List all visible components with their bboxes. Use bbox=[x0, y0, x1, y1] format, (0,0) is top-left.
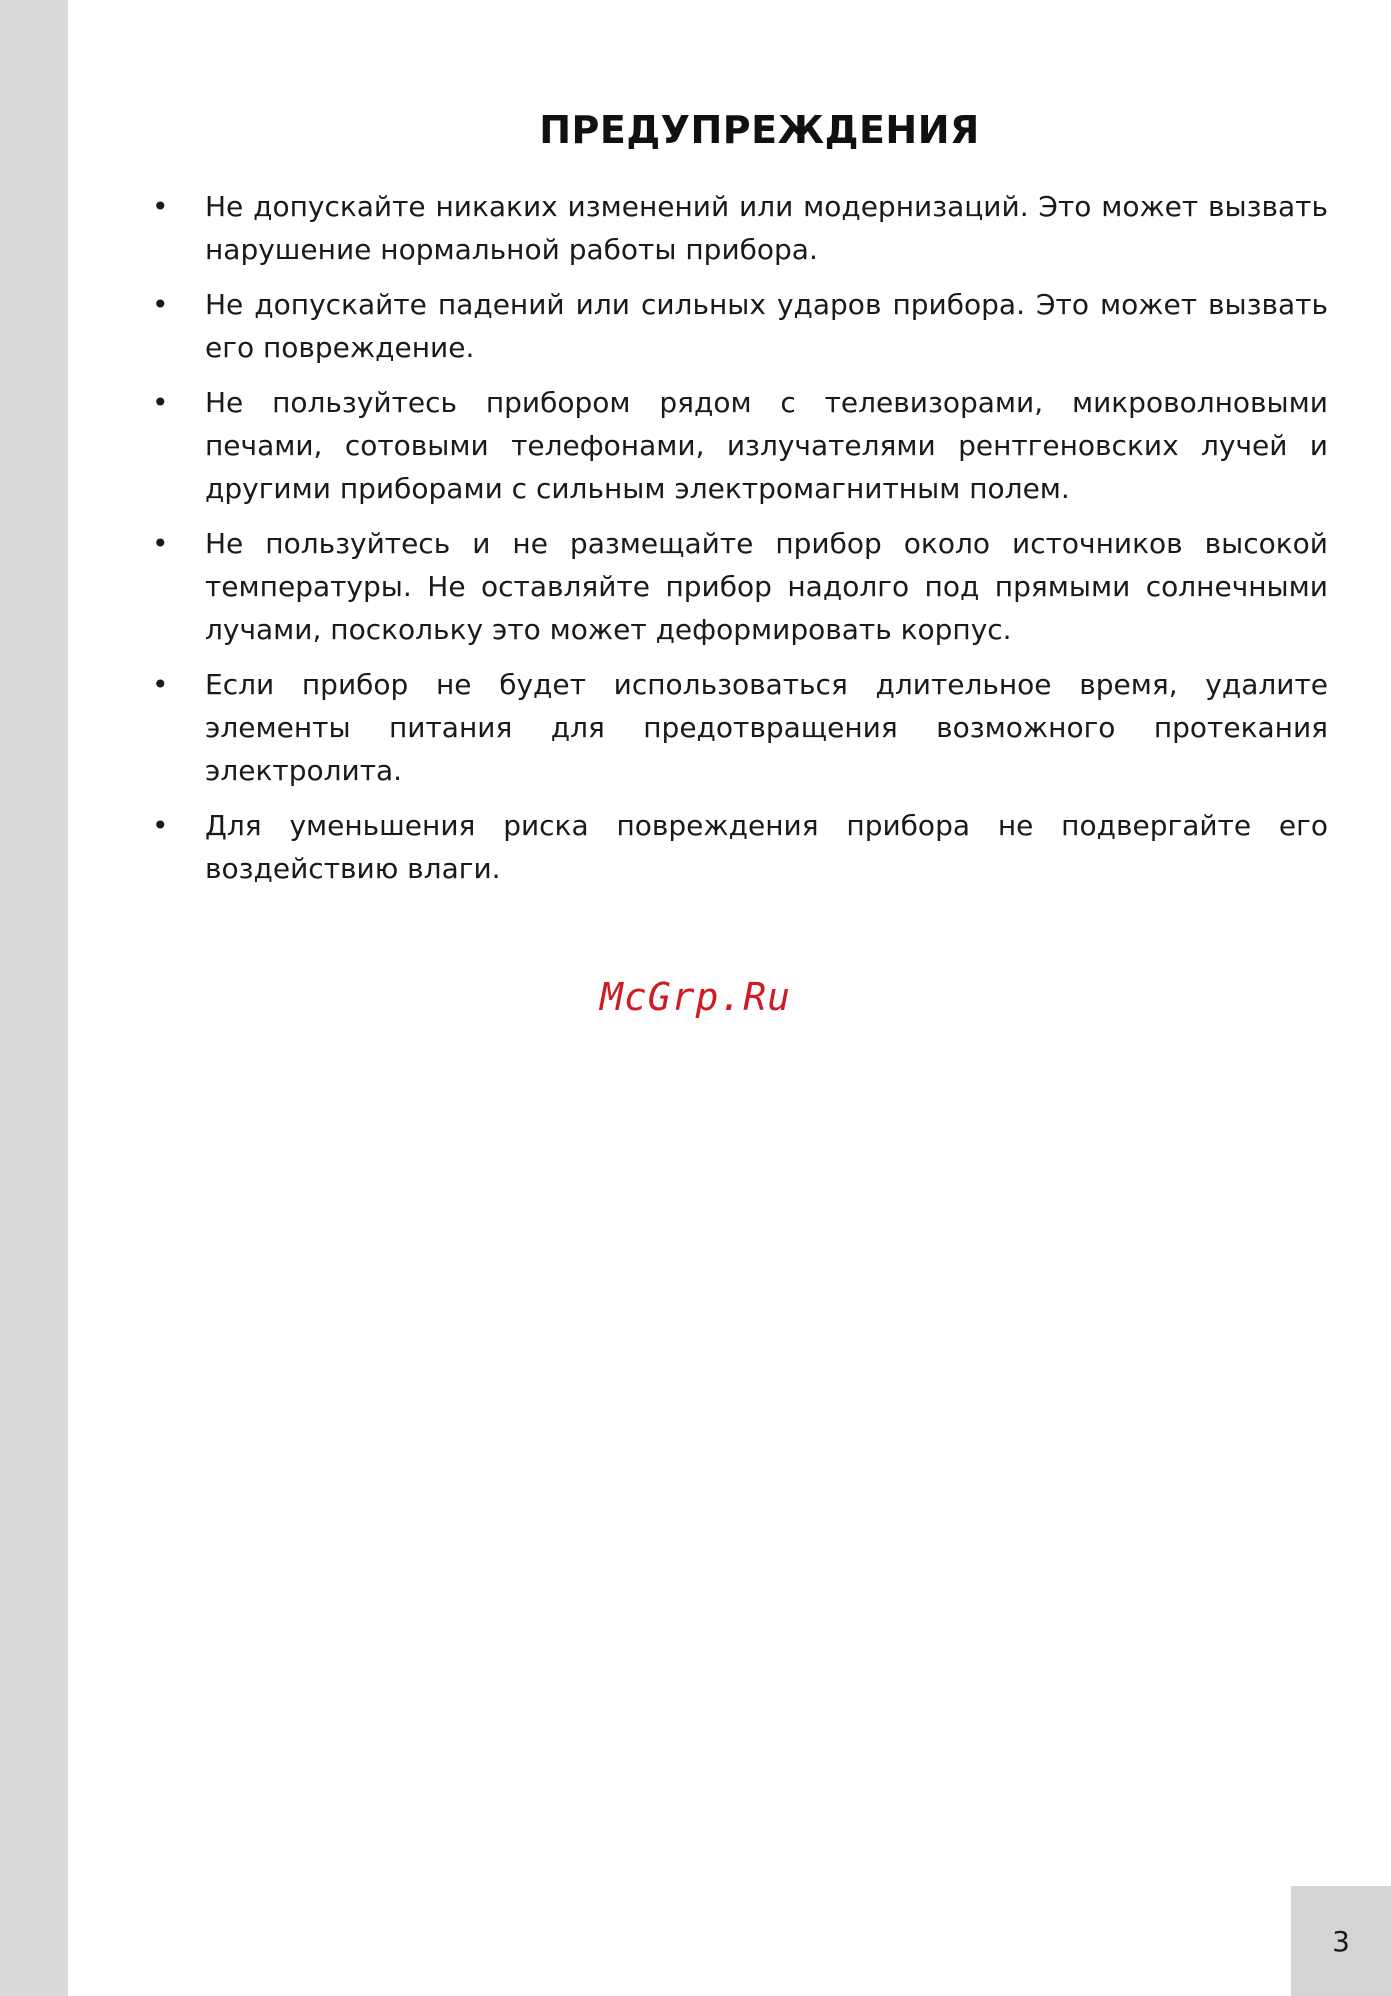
bullet-icon: • bbox=[152, 288, 169, 321]
warning-text: Для уменьшения риска повреждения прибора не подвергайте его воздействию влаги. bbox=[205, 809, 1328, 885]
warning-item bbox=[150, 804, 1328, 890]
warnings-list bbox=[150, 185, 1328, 902]
watermark-link[interactable]: McGrp.Ru bbox=[600, 975, 792, 1019]
warning-text: Не пользуйтесь и не размещайте прибор около источников высокой температуры. Не оставляйте прибор надолго под прямыми солнечными лучами, поскольку это может деформировать корпус. bbox=[205, 527, 1328, 646]
warning-text: Не допускайте падений или сильных ударов прибора. Это может вызвать его повреждение. bbox=[205, 288, 1328, 364]
warning-text: Если прибор не будет использоваться длительное время, удалите элементы питания для предотвращения возможного протекания электролита. bbox=[205, 668, 1328, 787]
warning-item bbox=[150, 185, 1328, 271]
bullet-icon: • bbox=[152, 386, 169, 419]
page-number: 3 bbox=[1332, 1924, 1350, 1958]
warning-text: Не допускайте никаких изменений или модернизаций. Это может вызвать нарушение нормальной работы прибора. bbox=[205, 190, 1328, 266]
warning-item bbox=[150, 522, 1328, 651]
left-margin-strip bbox=[0, 0, 68, 1996]
page-number-box bbox=[1291, 1886, 1391, 1996]
bullet-icon: • bbox=[152, 190, 169, 223]
page-title: ПРЕДУПРЕЖДЕНИЯ bbox=[539, 108, 980, 152]
warning-text: Не пользуйтесь прибором рядом с телевизорами, микроволновыми печами, сотовыми телефонами, излучателями рентгеновских лучей и другими приборами с сильным электромагнитным полем. bbox=[205, 386, 1328, 505]
bullet-icon: • bbox=[152, 809, 169, 842]
warning-item bbox=[150, 283, 1328, 369]
bullet-icon: • bbox=[152, 527, 169, 560]
bullet-icon: • bbox=[152, 668, 169, 701]
warning-item bbox=[150, 663, 1328, 792]
warning-item bbox=[150, 381, 1328, 510]
